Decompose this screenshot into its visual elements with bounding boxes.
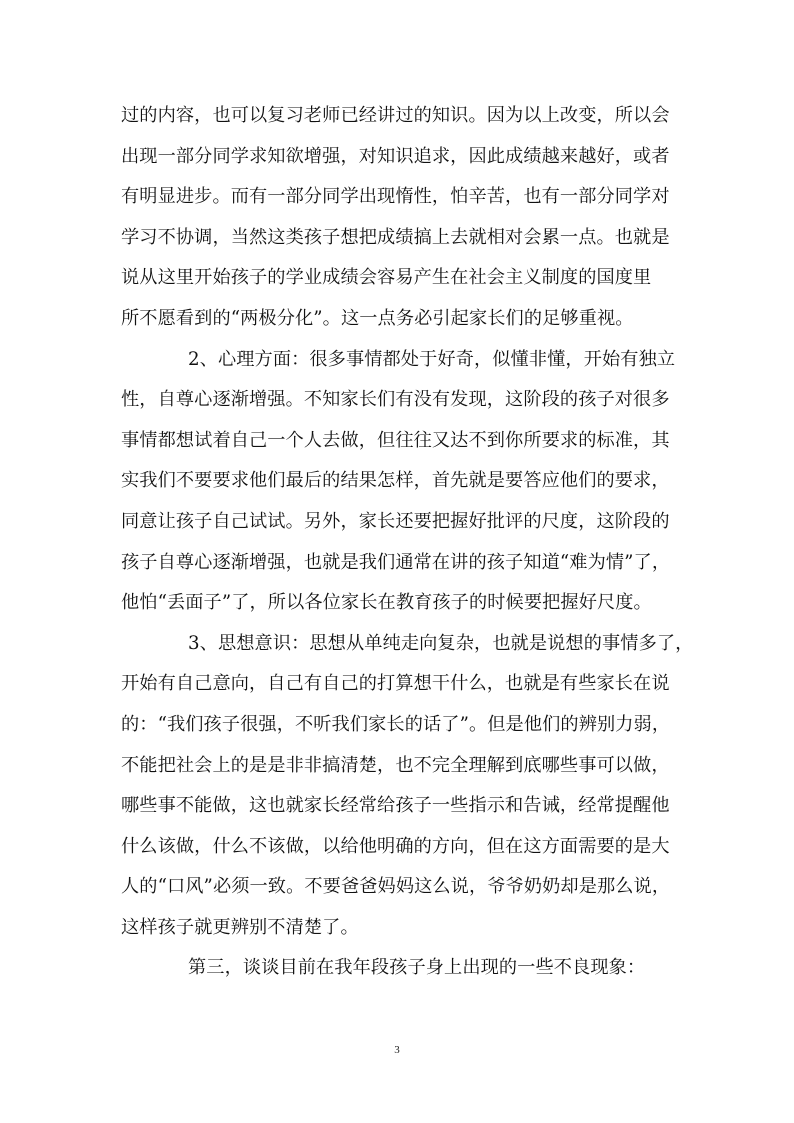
text-line: 哪些事不能做，这也就家长经常给孩子一些指示和告诫，经常提醒他 <box>121 795 670 817</box>
text-line: 有明显进步。而有一部分同学出现惰性，怕辛苦，也有一部分同学对 <box>121 186 670 208</box>
text-line: 实我们不要要求他们最后的结果怎样，首先就是要答应他们的要求， <box>121 470 670 492</box>
text-line: 所不愿看到的“两极分化”。这一点务必引起家长们的足够重视。 <box>121 307 634 329</box>
text-line: 的：“我们孩子很强，不听我们家长的话了”。但是他们的辨别力弱， <box>121 713 671 735</box>
text-line: 学习不协调，当然这类孩子想把成绩搞上去就相对会累一点。也就是 <box>121 226 670 248</box>
section-heading-third: 第三，谈谈目前在我年段孩子身上出现的一些不良现象： <box>188 957 646 979</box>
text-line: 他怕“丢面子”了，所以各位家长在教育孩子的时候要把握好尺度。 <box>121 592 652 614</box>
text-line: 出现一部分同学求知欲增强，对知识追求，因此成绩越来越好，或者 <box>121 145 670 167</box>
text-line: 什么该做，什么不该做，以给他明确的方向，但在这方面需要的是大 <box>121 835 670 857</box>
text-line: 事情都想试着自己一个人去做，但往往又达不到你所要求的标准，其 <box>121 429 670 451</box>
text-line: 同意让孩子自己试试。另外，家长还要把握好批评的尺度，这阶段的 <box>121 510 670 532</box>
text-line: 人的“口风”必须一致。不要爸爸妈妈这么说，爷爷奶奶却是那么说， <box>121 876 671 898</box>
text-line: 这样孩子就更辨别不清楚了。 <box>121 916 359 938</box>
text-line: 说从这里开始孩子的学业成绩会容易产生在社会主义制度的国度里 <box>121 267 652 289</box>
text-line: 过的内容，也可以复习老师已经讲过的知识。因为以上改变，所以会 <box>121 105 670 126</box>
text-line: 不能把社会上的是是非非搞清楚，也不完全理解到底哪些事可以做， <box>121 754 670 776</box>
text-line: 孩子自尊心逐渐增强，也就是我们通常在讲的孩子知道“难为情”了， <box>121 551 671 573</box>
text-line: 开始有自己意向，自己有自己的打算想干什么，也就是有些家长在说 <box>121 673 670 695</box>
body-text <box>121 102 694 995</box>
text-line: 性，自尊心逐渐增强。不知家长们有没有发现，这阶段的孩子对很多 <box>121 389 670 411</box>
paragraph-heading-psychology: 2、心理方面：很多事情都处于好奇，似懂非懂，开始有独立 <box>188 348 676 370</box>
paragraph-heading-thinking: 3、思想意识：思想从单纯走向复杂，也就是说想的事情多了， <box>188 632 694 654</box>
page-number: 3 <box>394 1044 400 1056</box>
